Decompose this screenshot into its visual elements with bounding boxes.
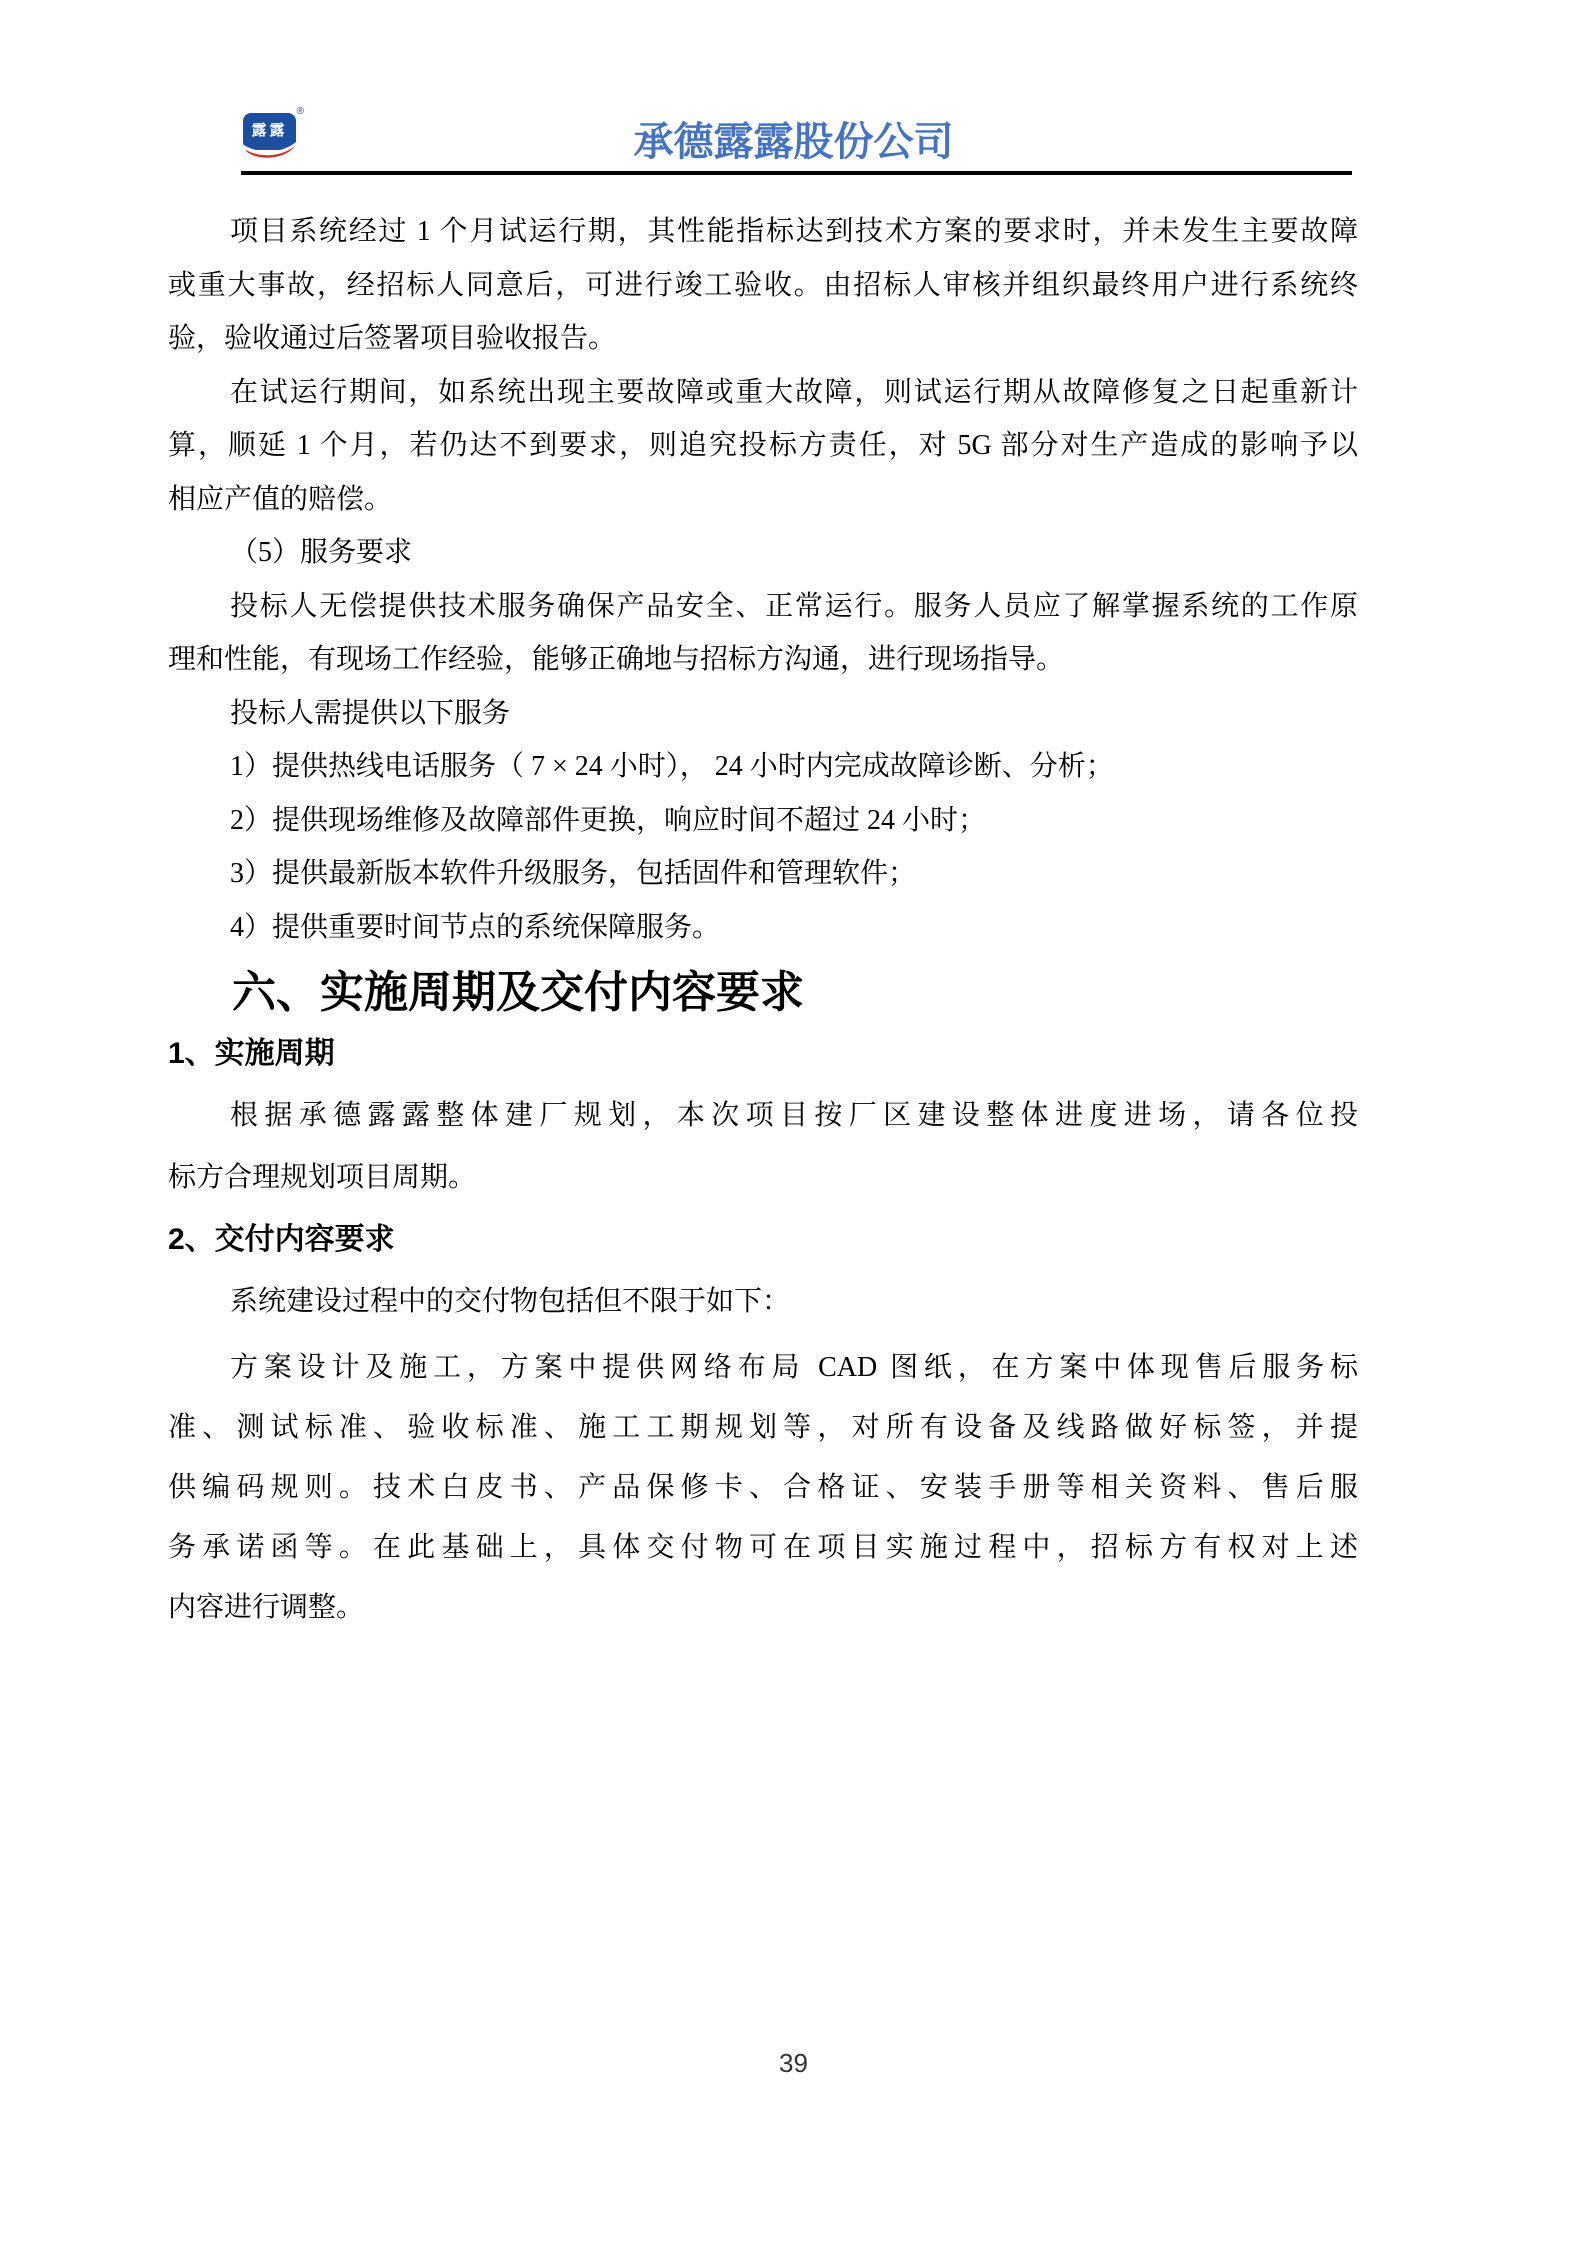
text-line: 项目系统经过 1 个月试运行期，其性能指标达到技术方案的要求时，并未发生主要故障: [230, 216, 1358, 247]
clause-5-service-label: （5）服务要求: [230, 537, 413, 568]
logo-text: 露露: [251, 122, 288, 139]
service-list-item: 4）提供重要时间节点的系统保障服务。: [230, 911, 721, 943]
deliverables-paragraph: [168, 1338, 1358, 1638]
page-number: 39: [779, 2048, 808, 2078]
service-list-item: 3）提供最新版本软件升级服务，包括固件和管理软件；: [230, 858, 917, 889]
text-line: 准、测试标准、验收标准、施工工期规划等，对所有设备及线路做好标签，并提: [168, 1412, 1358, 1443]
service-list-intro: 投标人需提供以下服务: [230, 697, 511, 729]
text-line: 根据承德露露整体建厂规划，本次项目按厂区建设整体进度进场，请各位投: [230, 1100, 1358, 1131]
service-list-item: 1）提供热线电话服务（ 7 × 24 小时）， 24 小时内完成故障诊断、分析；: [230, 751, 1114, 782]
text-line: 供编码规则。技术白皮书、产品保修卡、合格证、安装手册等相关资料、售后服: [168, 1472, 1358, 1503]
company-title: 承德露露股份公司: [633, 120, 954, 164]
text-line: 投标人无偿提供技术服务确保产品安全、正常运行。服务人员应了解掌握系统的工作原: [230, 590, 1358, 622]
service-list-item: 2）提供现场维修及故障部件更换，响应时间不超过 24 小时；: [230, 804, 987, 836]
text-line: 理和性能，有现场工作经验，能够正确地与招标方沟通，进行现场指导。: [168, 644, 1065, 675]
acceptance-service-section: [168, 205, 1358, 954]
subsection-2-heading: 2、交付内容要求: [168, 1223, 395, 1256]
deliverables-intro: [168, 1271, 1358, 1333]
text-line: 内容进行调整。: [168, 1592, 365, 1623]
chapter-6-heading: 六、实施周期及交付内容要求: [232, 968, 804, 1017]
registered-mark: ®: [296, 106, 304, 117]
text-line: 验，验收通过后签署项目验收报告。: [168, 323, 617, 354]
text-line: 标方合理规划项目周期。: [168, 1162, 477, 1193]
text-line: 在试运行期间，如系统出现主要故障或重大故障，则试运行期从故障修复之日起重新计: [230, 376, 1358, 408]
header-rule: [241, 171, 1352, 175]
text-line: 方案设计及施工，方案中提供网络布局 CAD 图纸，在方案中体现售后服务标: [230, 1352, 1358, 1383]
implementation-period-paragraph: [168, 1085, 1358, 1209]
text-line: 算，顺延 1 个月，若仍达不到要求，则追究投标方责任，对 5G 部分对生产造成的影响予以: [168, 430, 1358, 461]
subsection-1-heading: 1、实施周期: [168, 1037, 335, 1070]
text-line: 系统建设过程中的交付物包括但不限于如下：: [230, 1286, 791, 1317]
text-line: 或重大事故，经招标人同意后，可进行竣工验收。由招标人审核并组织最终用户进行系统终: [168, 269, 1358, 301]
text-line: 相应产值的赔偿。: [168, 483, 393, 515]
text-line: 务承诺函等。在此基础上，具体交付物可在项目实施过程中，招标方有权对上述: [168, 1532, 1358, 1563]
